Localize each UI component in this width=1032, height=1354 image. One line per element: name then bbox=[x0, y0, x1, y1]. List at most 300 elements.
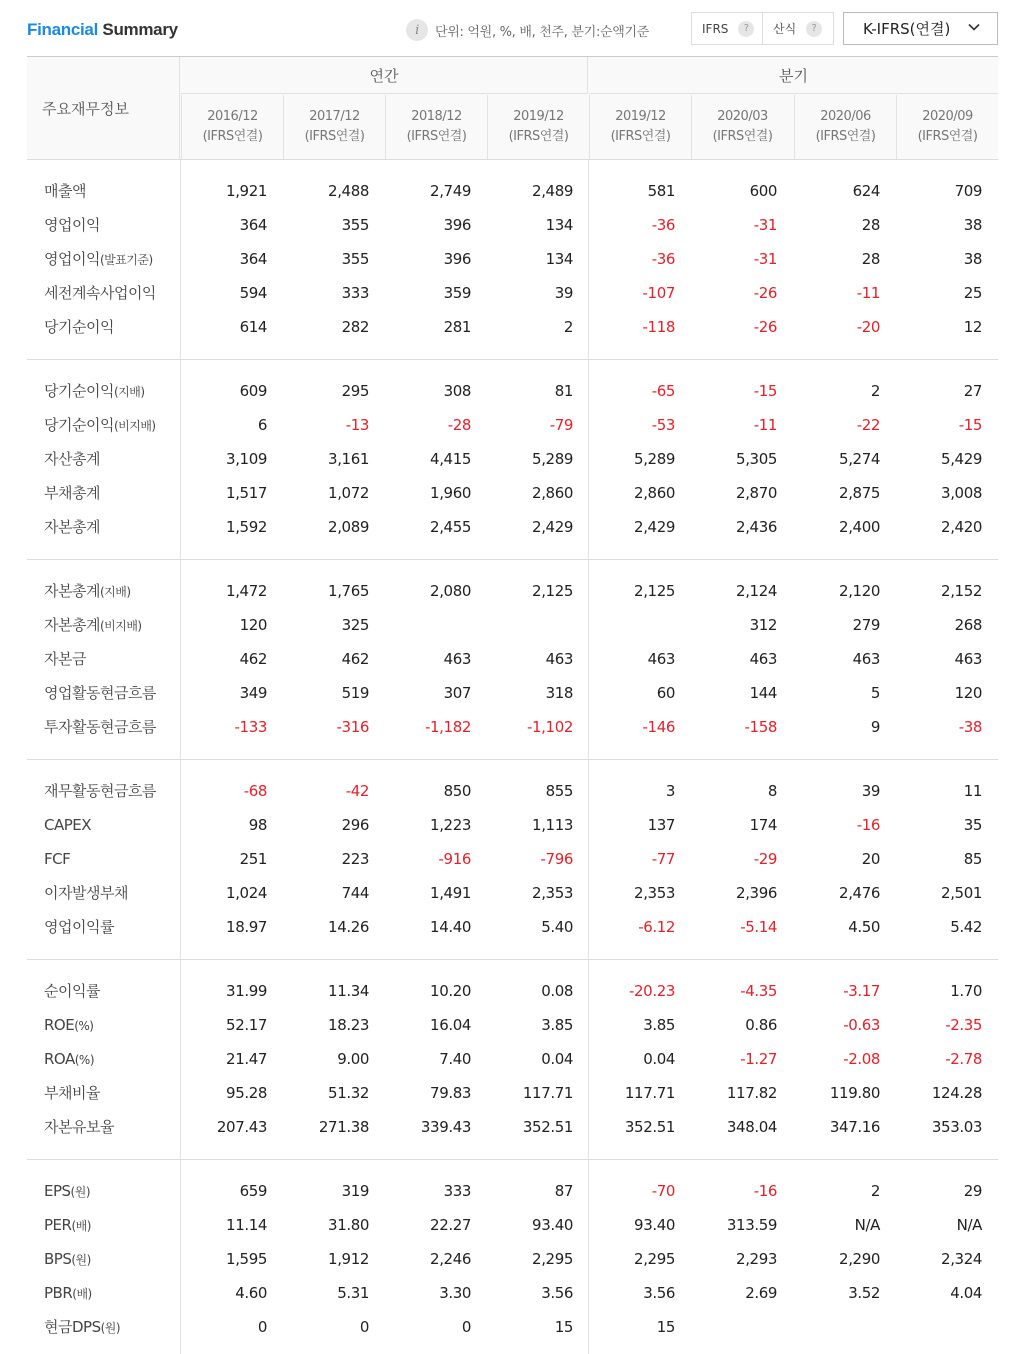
table-cell: 2,125 bbox=[634, 582, 675, 600]
row-label-qualifier: (지배) bbox=[113, 385, 145, 399]
table-cell: 850 bbox=[443, 782, 471, 800]
table-cell: 1,113 bbox=[532, 816, 573, 834]
row-label-text: 영업이익 bbox=[44, 216, 100, 234]
view-button-group bbox=[691, 12, 834, 45]
row-label bbox=[44, 1076, 100, 1110]
table-cell: -79 bbox=[549, 416, 573, 434]
row-label bbox=[44, 574, 131, 608]
table-cell: -26 bbox=[753, 284, 777, 302]
row-label bbox=[44, 774, 156, 808]
table-cell: 313.59 bbox=[726, 1216, 777, 1234]
table-cell: 2,125 bbox=[532, 582, 573, 600]
row-label-text: 자본총계 bbox=[44, 582, 100, 600]
row-label-text: 자본유보율 bbox=[44, 1118, 114, 1136]
row-label bbox=[44, 1042, 94, 1076]
annual-group-header: 연간 bbox=[181, 57, 588, 94]
table-cell: 2,476 bbox=[839, 884, 880, 902]
table-cell: 2,875 bbox=[839, 484, 880, 502]
table-cell: 364 bbox=[239, 250, 267, 268]
table-cell: 519 bbox=[341, 684, 369, 702]
column-basis: (IFRS연결) bbox=[406, 129, 467, 144]
table-row bbox=[27, 310, 998, 344]
row-label-text: 현금DPS bbox=[44, 1318, 101, 1336]
table-cell: -29 bbox=[753, 850, 777, 868]
row-label-text: 부채총계 bbox=[44, 484, 100, 502]
table-cell: 1,517 bbox=[226, 484, 267, 502]
table-cell: 117.71 bbox=[624, 1084, 675, 1102]
row-label-text: 재무활동현금흐름 bbox=[44, 782, 156, 800]
table-cell: 3,109 bbox=[226, 450, 267, 468]
table-cell: 3.85 bbox=[541, 1016, 573, 1034]
table-cell: 659 bbox=[239, 1182, 267, 1200]
table-row bbox=[27, 1076, 998, 1110]
table-cell: 0 bbox=[359, 1318, 369, 1336]
column-basis: (IFRS연결) bbox=[610, 129, 671, 144]
table-cell: 144 bbox=[749, 684, 777, 702]
table-cell: 15 bbox=[656, 1318, 675, 1336]
table-cell: 39 bbox=[554, 284, 573, 302]
help-icon[interactable]: ? bbox=[806, 21, 822, 37]
table-cell: 271.38 bbox=[318, 1118, 369, 1136]
accounting-standard-select[interactable] bbox=[843, 12, 998, 45]
table-row bbox=[27, 676, 998, 710]
table-cell: 22.27 bbox=[430, 1216, 471, 1234]
table-cell: N/A bbox=[854, 1216, 880, 1234]
table-cell: 396 bbox=[443, 216, 471, 234]
table-cell: 318 bbox=[545, 684, 573, 702]
table-cell: 95.28 bbox=[226, 1084, 267, 1102]
table-cell: -0.63 bbox=[843, 1016, 880, 1034]
table-cell: 28 bbox=[861, 250, 880, 268]
column-header bbox=[283, 95, 385, 159]
ifrs-button-label: IFRS bbox=[702, 21, 729, 36]
table-cell: 16.04 bbox=[430, 1016, 471, 1034]
table-cell: 359 bbox=[443, 284, 471, 302]
table-cell: 35 bbox=[963, 816, 982, 834]
table-cell: -6.12 bbox=[638, 918, 675, 936]
table-cell: 11 bbox=[963, 782, 982, 800]
info-icon[interactable]: i bbox=[406, 19, 428, 41]
table-cell: 2,860 bbox=[634, 484, 675, 502]
table-cell: 134 bbox=[545, 250, 573, 268]
table-cell: 2,152 bbox=[941, 582, 982, 600]
table-row bbox=[27, 774, 998, 808]
table-row bbox=[27, 408, 998, 442]
row-label-qualifier: (원) bbox=[100, 1321, 121, 1335]
title-summary: Summary bbox=[98, 20, 178, 39]
formula-button[interactable] bbox=[763, 13, 833, 44]
table-cell: 5.42 bbox=[950, 918, 982, 936]
table-cell: 21.47 bbox=[226, 1050, 267, 1068]
table-cell: 31.80 bbox=[328, 1216, 369, 1234]
column-header bbox=[385, 95, 487, 159]
table-cell: 0 bbox=[461, 1318, 471, 1336]
table-cell: 137 bbox=[647, 816, 675, 834]
table-cell: 709 bbox=[954, 182, 982, 200]
table-cell: 4.04 bbox=[950, 1284, 982, 1302]
table-row bbox=[27, 510, 998, 544]
table-cell: -65 bbox=[651, 382, 675, 400]
table-cell: 3 bbox=[665, 782, 675, 800]
table-row bbox=[27, 242, 998, 276]
table-cell: 29 bbox=[963, 1182, 982, 1200]
table-cell: 2,120 bbox=[839, 582, 880, 600]
table-cell: -1,182 bbox=[425, 718, 471, 736]
table-cell: 174 bbox=[749, 816, 777, 834]
ifrs-button[interactable] bbox=[692, 13, 763, 44]
column-period: 2020/03 bbox=[717, 109, 768, 124]
column-basis: (IFRS연결) bbox=[712, 129, 773, 144]
table-row bbox=[27, 174, 998, 208]
table-cell: 20 bbox=[861, 850, 880, 868]
table-cell: 124.28 bbox=[931, 1084, 982, 1102]
table-cell: -53 bbox=[651, 416, 675, 434]
table-cell: 0.04 bbox=[541, 1050, 573, 1068]
row-label-text: 당기순이익 bbox=[44, 318, 114, 336]
table-cell: 3.56 bbox=[541, 1284, 573, 1302]
table-cell: 1,960 bbox=[430, 484, 471, 502]
column-header bbox=[181, 95, 283, 159]
table-cell: -42 bbox=[345, 782, 369, 800]
table-cell: 2,429 bbox=[532, 518, 573, 536]
table-row bbox=[27, 642, 998, 676]
table-cell: 2,488 bbox=[328, 182, 369, 200]
table-cell: 2,455 bbox=[430, 518, 471, 536]
table-cell: 1,072 bbox=[328, 484, 369, 502]
table-cell: 2,353 bbox=[532, 884, 573, 902]
table-cell: 14.40 bbox=[430, 918, 471, 936]
row-label-text: 자본금 bbox=[44, 650, 86, 668]
table-cell: 2,124 bbox=[736, 582, 777, 600]
column-basis: (IFRS연결) bbox=[508, 129, 569, 144]
table-row bbox=[27, 876, 998, 910]
table-row bbox=[27, 574, 998, 608]
table-cell: 5,274 bbox=[839, 450, 880, 468]
table-cell: -68 bbox=[243, 782, 267, 800]
unit-note bbox=[406, 19, 649, 41]
column-period: 2019/12 bbox=[513, 109, 564, 124]
table-cell: 2,400 bbox=[839, 518, 880, 536]
table-cell: 348.04 bbox=[726, 1118, 777, 1136]
table-cell: 39 bbox=[861, 782, 880, 800]
row-label-text: ROE bbox=[44, 1016, 75, 1034]
table-cell: 28 bbox=[861, 216, 880, 234]
table-cell: 353.03 bbox=[931, 1118, 982, 1136]
table-cell: 3,161 bbox=[328, 450, 369, 468]
table-cell: -3.17 bbox=[843, 982, 880, 1000]
row-label bbox=[44, 876, 128, 910]
table-cell: 27 bbox=[963, 382, 982, 400]
table-cell: 2,246 bbox=[430, 1250, 471, 1268]
column-header bbox=[487, 95, 589, 159]
row-group bbox=[27, 760, 998, 960]
column-period: 2018/12 bbox=[411, 109, 462, 124]
table-cell: 79.83 bbox=[430, 1084, 471, 1102]
row-group bbox=[27, 360, 998, 560]
table-cell: -916 bbox=[438, 850, 471, 868]
table-row bbox=[27, 1276, 998, 1310]
table-cell: 2,295 bbox=[532, 1250, 573, 1268]
table-row bbox=[27, 1110, 998, 1144]
unit-text: 단위: 억원, %, 배, 천주, 분기:순액기준 bbox=[435, 24, 650, 40]
row-label-text: 세전계속사업이익 bbox=[44, 284, 156, 302]
table-cell: 3.30 bbox=[439, 1284, 471, 1302]
row-label-text: 영업이익 bbox=[44, 250, 100, 268]
table-cell: 5,305 bbox=[736, 450, 777, 468]
row-label-text: 영업이익률 bbox=[44, 918, 114, 936]
table-cell: 9 bbox=[870, 718, 880, 736]
table-cell: 119.80 bbox=[829, 1084, 880, 1102]
table-cell: 281 bbox=[443, 318, 471, 336]
table-cell: 81 bbox=[554, 382, 573, 400]
row-label bbox=[44, 642, 86, 676]
table-cell: -316 bbox=[336, 718, 369, 736]
table-cell: -15 bbox=[753, 382, 777, 400]
column-period: 2020/06 bbox=[820, 109, 871, 124]
column-period: 2016/12 bbox=[207, 109, 258, 124]
table-cell bbox=[896, 1310, 982, 1344]
table-cell: -118 bbox=[642, 318, 675, 336]
row-label-text: 이자발생부채 bbox=[44, 884, 128, 902]
table-row bbox=[27, 1008, 998, 1042]
table-cell: 2,436 bbox=[736, 518, 777, 536]
table-cell: 5,289 bbox=[532, 450, 573, 468]
table-body bbox=[27, 160, 998, 1354]
table-cell: 268 bbox=[954, 616, 982, 634]
row-label-text: CAPEX bbox=[44, 816, 92, 834]
table-cell: 3,008 bbox=[941, 484, 982, 502]
table-cell: 307 bbox=[443, 684, 471, 702]
table-cell: 251 bbox=[239, 850, 267, 868]
table-cell: 5,289 bbox=[634, 450, 675, 468]
table-cell: 3.56 bbox=[643, 1284, 675, 1302]
table-cell: 1,592 bbox=[226, 518, 267, 536]
table-cell: -20.23 bbox=[629, 982, 675, 1000]
table-cell bbox=[589, 608, 675, 642]
row-label bbox=[44, 1174, 90, 1208]
column-header bbox=[896, 95, 998, 159]
table-cell: -38 bbox=[958, 718, 982, 736]
table-cell: 0 bbox=[257, 1318, 267, 1336]
row-label bbox=[44, 476, 100, 510]
row-group bbox=[27, 960, 998, 1160]
table-cell: -146 bbox=[642, 718, 675, 736]
row-label-text: PBR bbox=[44, 1284, 73, 1302]
row-label-text: 자산총계 bbox=[44, 450, 100, 468]
table-cell: -158 bbox=[744, 718, 777, 736]
row-label-text: EPS bbox=[44, 1182, 71, 1200]
table-cell: 11.34 bbox=[328, 982, 369, 1000]
row-label-qualifier: (지배) bbox=[99, 585, 131, 599]
table-row bbox=[27, 608, 998, 642]
table-cell: 5.31 bbox=[337, 1284, 369, 1302]
table-cell: -20 bbox=[856, 318, 880, 336]
help-icon[interactable]: ? bbox=[738, 21, 754, 37]
formula-button-label: 산식 bbox=[773, 22, 797, 36]
table-cell: 3.52 bbox=[848, 1284, 880, 1302]
column-basis: (IFRS연결) bbox=[304, 129, 365, 144]
row-label bbox=[44, 608, 142, 642]
table-cell: 85 bbox=[963, 850, 982, 868]
column-period: 2020/09 bbox=[922, 109, 973, 124]
table-cell bbox=[691, 1310, 777, 1344]
table-cell: -5.14 bbox=[740, 918, 777, 936]
row-label-text: 부채비율 bbox=[44, 1084, 100, 1102]
table-cell: 282 bbox=[341, 318, 369, 336]
row-label-text: PER bbox=[44, 1216, 72, 1234]
summary-header bbox=[0, 0, 1032, 56]
table-cell: 2,324 bbox=[941, 1250, 982, 1268]
table-row bbox=[27, 808, 998, 842]
table-cell: 1.70 bbox=[950, 982, 982, 1000]
table-row bbox=[27, 1042, 998, 1076]
table-cell: -15 bbox=[958, 416, 982, 434]
table-cell: 600 bbox=[749, 182, 777, 200]
table-cell: 463 bbox=[647, 650, 675, 668]
table-cell: 12 bbox=[963, 318, 982, 336]
row-label-text: 영업활동현금흐름 bbox=[44, 684, 156, 702]
table-cell: -2.78 bbox=[945, 1050, 982, 1068]
table-cell: 339.43 bbox=[420, 1118, 471, 1136]
row-label bbox=[44, 208, 100, 242]
table-row bbox=[27, 974, 998, 1008]
table-cell: 347.16 bbox=[829, 1118, 880, 1136]
table-cell: 0.04 bbox=[643, 1050, 675, 1068]
table-cell: 396 bbox=[443, 250, 471, 268]
table-cell: -13 bbox=[345, 416, 369, 434]
column-header bbox=[589, 95, 691, 159]
table-cell: 14.26 bbox=[328, 918, 369, 936]
row-label-qualifier: (비지배) bbox=[113, 419, 156, 433]
table-cell: 5,429 bbox=[941, 450, 982, 468]
table-cell: 11.14 bbox=[226, 1216, 267, 1234]
table-row bbox=[27, 910, 998, 944]
row-label bbox=[44, 808, 91, 842]
table-cell: 18.23 bbox=[328, 1016, 369, 1034]
table-cell: 624 bbox=[852, 182, 880, 200]
table-cell: 120 bbox=[239, 616, 267, 634]
row-label-text: FCF bbox=[44, 850, 71, 868]
table-cell: 2,489 bbox=[532, 182, 573, 200]
table-cell: 98 bbox=[248, 816, 267, 834]
table-cell: 4.50 bbox=[848, 918, 880, 936]
row-header-label: 주요재무정보 bbox=[27, 57, 180, 159]
table-row bbox=[27, 1174, 998, 1208]
table-cell: 223 bbox=[341, 850, 369, 868]
column-period: 2017/12 bbox=[309, 109, 360, 124]
row-label bbox=[44, 174, 86, 208]
table-cell: 462 bbox=[239, 650, 267, 668]
table-cell: -31 bbox=[753, 216, 777, 234]
accounting-standard-value: K-IFRS(연결) bbox=[863, 20, 951, 38]
table-cell: 463 bbox=[443, 650, 471, 668]
table-cell: -22 bbox=[856, 416, 880, 434]
column-basis: (IFRS연결) bbox=[202, 129, 263, 144]
table-cell: -77 bbox=[651, 850, 675, 868]
row-label bbox=[44, 842, 70, 876]
table-cell: 2 bbox=[563, 318, 573, 336]
row-label bbox=[44, 310, 114, 344]
table-cell: 1,223 bbox=[430, 816, 471, 834]
row-label-qualifier: (배) bbox=[72, 1287, 92, 1301]
table-cell: 6 bbox=[257, 416, 267, 434]
table-row bbox=[27, 1242, 998, 1276]
column-basis: (IFRS연결) bbox=[815, 129, 876, 144]
table-cell: 2,290 bbox=[839, 1250, 880, 1268]
table-cell: 93.40 bbox=[634, 1216, 675, 1234]
table-cell: 2,870 bbox=[736, 484, 777, 502]
table-cell: -2.08 bbox=[843, 1050, 880, 1068]
table-cell: 1,765 bbox=[328, 582, 369, 600]
quarter-group-header: 분기 bbox=[589, 57, 998, 94]
row-group bbox=[27, 160, 998, 360]
table-cell: 1,472 bbox=[226, 582, 267, 600]
row-label bbox=[44, 710, 156, 744]
table-cell: 8 bbox=[767, 782, 777, 800]
table-cell: 2,501 bbox=[941, 884, 982, 902]
financial-summary-table bbox=[27, 56, 998, 1354]
table-cell: 51.32 bbox=[328, 1084, 369, 1102]
table-cell: -16 bbox=[856, 816, 880, 834]
table-cell: 744 bbox=[341, 884, 369, 902]
table-cell: 349 bbox=[239, 684, 267, 702]
table-cell: 5 bbox=[870, 684, 880, 702]
table-cell: 10.20 bbox=[430, 982, 471, 1000]
table-cell: 2,080 bbox=[430, 582, 471, 600]
table-cell: -2.35 bbox=[945, 1016, 982, 1034]
table-cell bbox=[794, 1310, 880, 1344]
table-cell: -107 bbox=[642, 284, 675, 302]
section-title bbox=[27, 20, 178, 40]
row-label bbox=[44, 910, 114, 944]
table-cell: 855 bbox=[545, 782, 573, 800]
table-cell: 463 bbox=[545, 650, 573, 668]
table-cell: -11 bbox=[856, 284, 880, 302]
table-cell: 2,295 bbox=[634, 1250, 675, 1268]
table-cell: 2,293 bbox=[736, 1250, 777, 1268]
table-cell: 4,415 bbox=[430, 450, 471, 468]
table-cell: 207.43 bbox=[216, 1118, 267, 1136]
row-label bbox=[44, 276, 156, 310]
row-label bbox=[44, 1276, 92, 1310]
table-cell: 1,491 bbox=[430, 884, 471, 902]
table-cell: 1,921 bbox=[226, 182, 267, 200]
table-cell: 355 bbox=[341, 216, 369, 234]
row-label-qualifier: (%) bbox=[74, 1053, 94, 1067]
table-cell: 87 bbox=[554, 1182, 573, 1200]
row-label-text: 당기순이익 bbox=[44, 382, 114, 400]
table-cell: 1,912 bbox=[328, 1250, 369, 1268]
row-label-text: 당기순이익 bbox=[44, 416, 114, 434]
row-label-qualifier: (배) bbox=[71, 1219, 91, 1233]
table-cell: 295 bbox=[341, 382, 369, 400]
table-cell: 594 bbox=[239, 284, 267, 302]
column-basis: (IFRS연결) bbox=[917, 129, 978, 144]
chevron-down-icon bbox=[968, 21, 980, 33]
table-cell: 355 bbox=[341, 250, 369, 268]
row-group bbox=[27, 1160, 998, 1354]
table-cell: 2.69 bbox=[745, 1284, 777, 1302]
table-cell: 2,420 bbox=[941, 518, 982, 536]
table-cell: 325 bbox=[341, 616, 369, 634]
table-cell: 5.40 bbox=[541, 918, 573, 936]
table-row bbox=[27, 1310, 998, 1344]
table-cell: -796 bbox=[540, 850, 573, 868]
table-cell: 581 bbox=[647, 182, 675, 200]
table-cell: -26 bbox=[753, 318, 777, 336]
table-cell: -16 bbox=[753, 1182, 777, 1200]
row-label-text: 투자활동현금흐름 bbox=[44, 718, 156, 736]
